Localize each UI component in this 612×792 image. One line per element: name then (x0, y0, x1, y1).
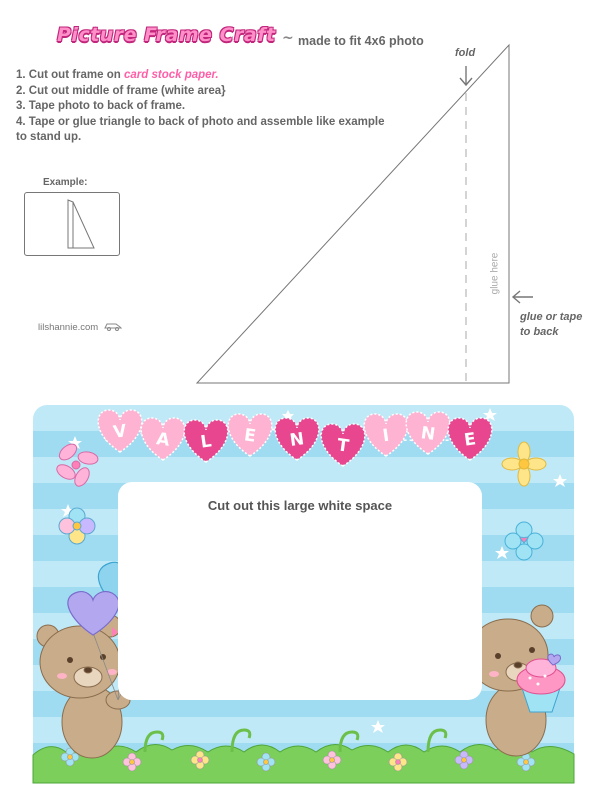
glue-here-label: glue here (489, 252, 501, 295)
banner-letter: V (112, 421, 128, 443)
title-separator: ~ (282, 30, 294, 46)
grass-decoration (33, 744, 574, 783)
cutout-instruction: Cut out this large white space (207, 498, 393, 513)
pink-flower-icon (54, 441, 99, 489)
photo-cutout-area (118, 482, 482, 700)
banner-heart (448, 418, 492, 460)
page-subtitle: made to fit 4x6 photo (298, 34, 424, 48)
banner-letter: I (381, 425, 391, 447)
glue-note-line-2: to back (520, 326, 559, 338)
page-title: Picture Frame Craft (57, 24, 276, 46)
banner-heart (141, 418, 185, 460)
instruction-step-3: 3. Tape photo to back of frame. (16, 100, 186, 112)
banner-heart (184, 420, 228, 462)
step-1-text: 1. Cut out frame on (16, 69, 124, 81)
banner-letter: N (419, 423, 437, 445)
banner-heart (275, 418, 319, 460)
glue-note-line-1: glue or tape (520, 311, 583, 323)
card-stock-highlight: card stock paper. (123, 69, 219, 81)
banner-letter: N (288, 429, 306, 451)
banner-letter: E (242, 425, 258, 447)
banner-letter: L (199, 431, 213, 453)
yellow-flower-icon (502, 442, 546, 486)
instruction-step-4: 4. Tape or glue triangle to back of photo and assemble like example to stand up. (16, 115, 385, 143)
banner-letter: A (155, 429, 171, 451)
banner-heart (321, 424, 365, 466)
pastel-flower-icon (59, 508, 95, 544)
site-name: lilshannie.com (38, 322, 99, 333)
banner-heart (228, 414, 272, 456)
valentine-banner (98, 410, 492, 466)
left-bear-illustration (37, 615, 130, 758)
example-label: Example: (43, 177, 88, 188)
banner-heart (98, 410, 142, 452)
instruction-step-2: 2. Cut out middle of frame (white area} (16, 84, 226, 97)
blue-flower-icon (505, 522, 543, 560)
banner-letter: E (462, 429, 478, 451)
banner-letter: T (335, 435, 351, 457)
banner-heart (406, 412, 450, 454)
fold-label: fold (455, 47, 476, 59)
banner-heart (364, 414, 408, 456)
